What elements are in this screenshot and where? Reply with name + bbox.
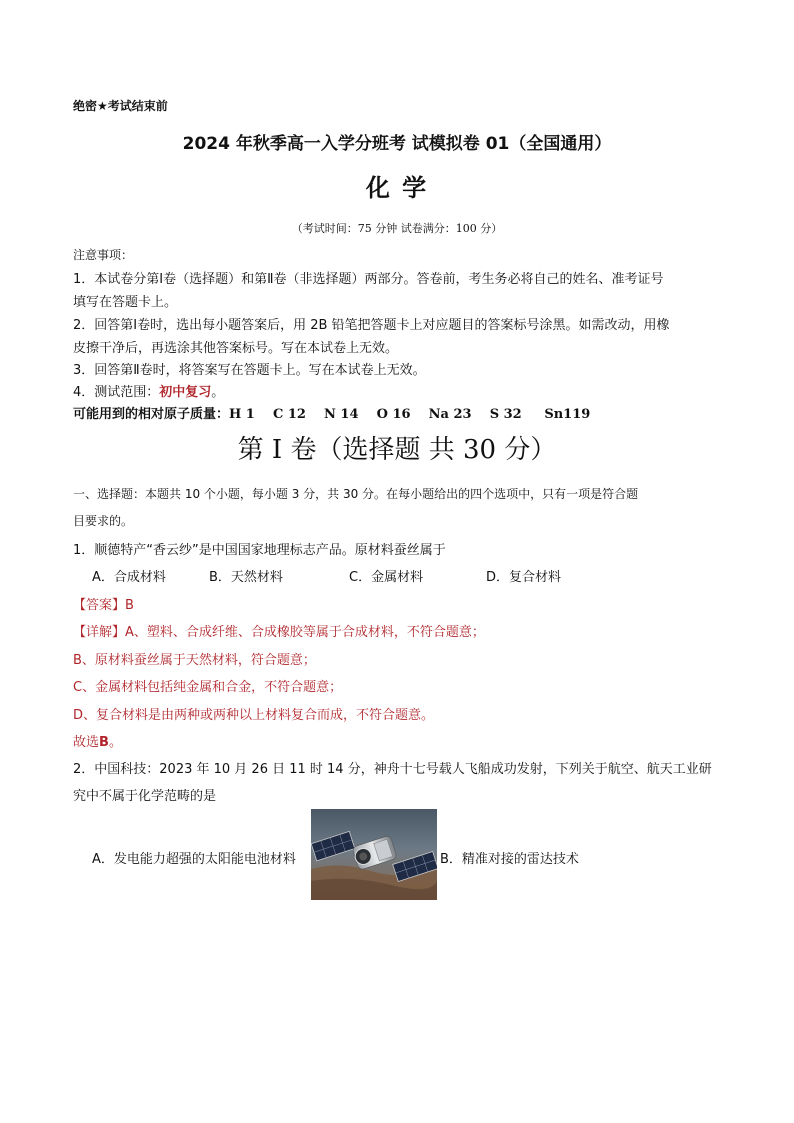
confidential-label: 绝密★考试结束前 [73, 99, 168, 113]
section-title: 第 I 卷（选择题 共 30 分） [237, 435, 557, 465]
note-line-2: 填写在答题卡上。 [73, 295, 178, 310]
note-line-4: 皮擦干净后，再选涂其他答案标号。写在本试卷上无效。 [73, 341, 399, 356]
q2-stem-line-1: 2．中国科技：2023 年 10 月 26 日 11 时 14 分，神舟十七号载人飞船成功发射，下列关于航空、航天工业研 [73, 762, 712, 777]
q1-answer [73, 594, 134, 613]
section-intro-line-2: 目要求的。 [73, 514, 134, 528]
conclusion-value: B [99, 735, 109, 750]
scope-end: 。 [211, 385, 225, 400]
q1-detail-line-4: D、复合材料是由两种或两种以上材料复合而成，不符合题意。 [73, 708, 435, 723]
q1-option-d: D．复合材料 [486, 570, 562, 585]
answer-label: 【答案】 [73, 598, 126, 613]
conclusion-suffix: 。 [108, 735, 122, 750]
q1-option-a: A．合成材料 [92, 570, 166, 585]
notes-heading: 注意事项： [73, 248, 134, 262]
conclusion-prefix: 故选 [73, 735, 100, 750]
q1-option-b: B．天然材料 [209, 570, 283, 585]
q1-detail-line-1 [73, 621, 485, 640]
exam-time-info: （考试时间：75 分钟 试卷满分：100 分） [291, 222, 503, 235]
spacecraft-photo [311, 809, 437, 900]
q1-stem: 1．顺德特产“香云纱”是中国国家地理标志产品。原材料蚕丝属于 [73, 543, 446, 558]
q2-stem-line-2: 究中不属于化学范畴的是 [73, 789, 217, 804]
detail-label: 【详解】 [73, 625, 126, 640]
q1-detail-line-3: C、金属材料包括纯金属和合金，不符合题意； [73, 680, 343, 695]
subject-title: 化 学 [365, 174, 429, 202]
q1-conclusion [73, 731, 122, 750]
q2-option-b: B．精准对接的雷达技术 [440, 852, 579, 867]
detail-text: A、塑料、合成纤维、合成橡胶等属于合成材料，不符合题意； [125, 625, 485, 640]
q1-detail-line-2: B、原材料蚕丝属于天然材料，符合题意； [73, 653, 316, 668]
note-line-5: 3．回答第Ⅱ卷时，将答案写在答题卡上。写在本试卷上无效。 [73, 363, 426, 378]
atomic-masses: 可能用到的相对原子质量：H 1 C 12 N 14 O 16 Na 23 S 32 Sn119 [73, 407, 591, 422]
note-line-3: 2．回答第Ⅰ卷时，选出每小题答案后，用 2B 铅笔把答题卡上对应题目的答案标号涂黑。如需改动，用橡 [73, 318, 670, 333]
exam-title: 2024 年秋季高一入学分班考 试模拟卷 01（全国通用） [182, 134, 612, 154]
section-intro-line-1: 一、选择题：本题共 10 个小题，每小题 3 分，共 30 分。在每小题给出的四个选项中，只有一项是符合题 [73, 487, 639, 501]
q2-option-a: A．发电能力超强的太阳能电池材料 [92, 852, 296, 867]
note-scope [73, 381, 224, 400]
note-line-1: 1．本试卷分第Ⅰ卷（选择题）和第Ⅱ卷（非选择题）两部分。答卷前，考生务必将自己的姓名、准考证号 [73, 272, 664, 287]
scope-value: 初中复习 [159, 385, 212, 400]
answer-value: B [125, 598, 134, 613]
scope-label: 4．测试范围： [73, 385, 160, 400]
q1-option-c: C．金属材料 [349, 570, 424, 585]
